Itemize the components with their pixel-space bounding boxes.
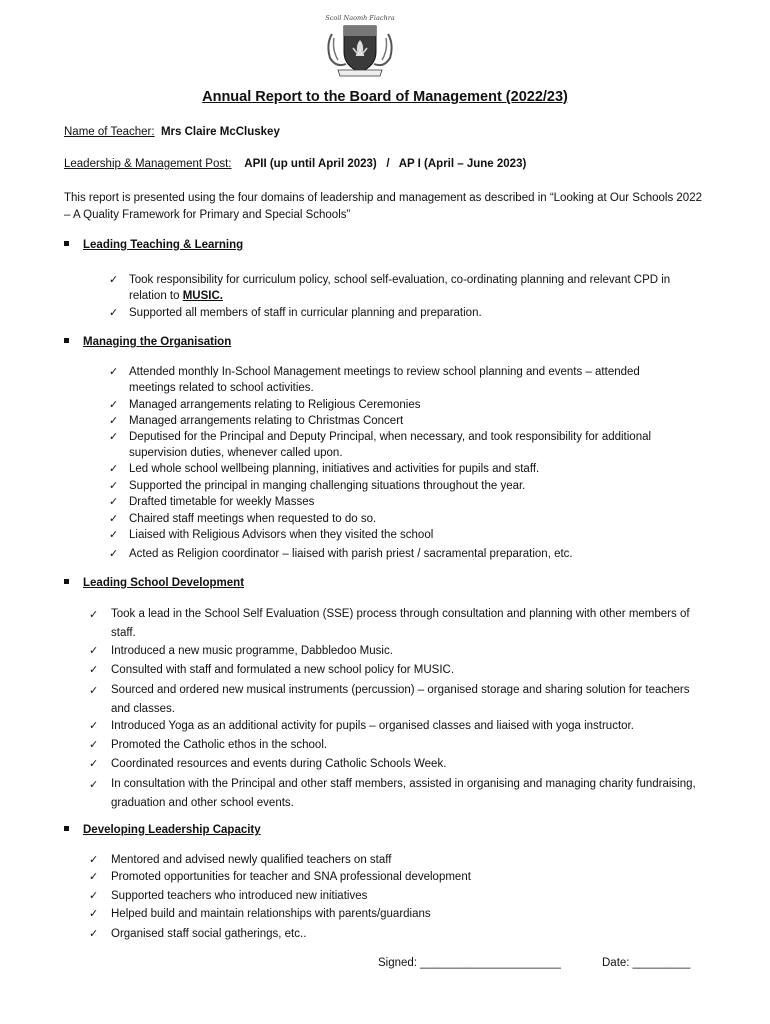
page-title: Annual Report to the Board of Management (2022/23) [202,89,568,105]
bullet-square-icon [64,241,69,246]
list-item: ✓ Mentored and advised newly qualified teachers on staff [89,853,392,866]
checkmark-icon: ✓ [109,365,119,378]
list-item: ✓ Took responsibility for curriculum policy, school self-evaluation, co-ordinating planning and relevant CPD in relation to MUSIC. [109,273,671,302]
list-item: ✓ Supported the principal in manging challenging situations throughout the year. [109,479,526,492]
checkmark-icon: ✓ [109,528,119,541]
checkmark-icon: ✓ [109,273,119,286]
checkmark-icon: ✓ [89,663,99,676]
checkmark-icon: ✓ [109,547,119,560]
bullet-square-icon [64,826,69,831]
list-item: ✓ Organised staff social gatherings, etc.. [89,927,307,940]
bullet-square-icon [64,579,69,584]
checkmark-icon: ✓ [109,512,119,525]
intro-paragraph: This report is presented using the four domains of leadership and management as described in “Looking at Our Schools 2022 – A Quality Framework for Primary and Special Schools” [64,192,702,221]
checkmark-icon: ✓ [89,644,99,657]
list-item: ✓ Coordinated resources and events during Catholic Schools Week. [89,757,447,770]
checkmark-icon: ✓ [89,738,99,751]
checkmark-icon: ✓ [89,757,99,770]
list-item: ✓ Managed arrangements relating to Christmas Concert [109,414,404,427]
checkmark-icon: ✓ [109,430,119,443]
list-item: ✓ Helped build and maintain relationships with parents/guardians [89,907,431,920]
bullet-square-icon [64,338,69,343]
list-item: ✓ Introduced a new music programme, Dabbledoo Music. [89,644,393,657]
list-item: ✓ Acted as Religion coordinator – liaised with parish priest / sacramental preparation, etc. [109,547,573,560]
teacher-line [64,126,280,138]
date-line: Date: _________ [602,957,691,969]
checkmark-icon: ✓ [89,889,99,902]
checkmark-icon: ✓ [89,778,99,791]
signed-line: Signed: ______________________ [378,957,561,969]
checkmark-icon: ✓ [89,870,99,883]
checkmark-icon: ✓ [89,853,99,866]
school-crest-logo [322,14,398,80]
list-item: ✓ Promoted opportunities for teacher and SNA professional development [89,870,471,883]
post-value: APII (up until April 2023) / AP I (April – June 2023) [244,158,527,170]
checkmark-icon: ✓ [89,927,99,940]
list-item: ✓ Sourced and ordered new musical instruments (percussion) – organised storage and sharing solution for teachers and classes. [111,681,711,719]
checkmark-icon: ✓ [89,684,99,697]
list-item: ✓ Attended monthly In-School Management meetings to review school planning and events – attended meetings related to school activities. [109,365,640,394]
checkmark-icon: ✓ [109,462,119,475]
list-item: ✓ Led whole school wellbeing planning, initiatives and activities for pupils and staff. [109,462,540,475]
checkmark-icon: ✓ [109,495,119,508]
list-item: ✓ Deputised for the Principal and Deputy Principal, when necessary, and took responsibility for additional supervision duties, whenever called upon. [109,430,652,459]
section-heading: Developing Leadership Capacity [64,824,261,836]
list-item: ✓ In consultation with the Principal and other staff members, assisted in organising and managing charity fundraising, graduation and other school events. [111,775,711,813]
list-item: ✓ Liaised with Religious Advisors when they visited the school [109,528,434,541]
list-item: ✓ Consulted with staff and formulated a new school policy for MUSIC. [89,663,455,676]
section-heading: Leading Teaching & Learning [64,239,243,251]
checkmark-icon: ✓ [109,398,119,411]
teacher-name: Mrs Claire McCluskey [160,126,280,138]
checkmark-icon: ✓ [109,414,119,427]
crest-motto: Scoil Naomh Fiachra [325,14,395,22]
list-item: ✓ Supported teachers who introduced new initiatives [89,889,368,902]
list-item: ✓ Supported all members of staff in curricular planning and preparation. [109,306,482,319]
checkmark-icon: ✓ [89,608,99,621]
checkmark-icon: ✓ [89,719,99,732]
section-heading: Managing the Organisation [64,336,231,348]
list-item: ✓ Managed arrangements relating to Religious Ceremonies [109,398,421,411]
list-item: ✓ Chaired staff meetings when requested to do so. [109,512,377,525]
checkmark-icon: ✓ [109,306,119,319]
list-item: ✓ Introduced Yoga as an additional activity for pupils – organised classes and liaised with yoga instructor. [89,719,634,732]
checkmark-icon: ✓ [89,907,99,920]
checkmark-icon: ✓ [109,479,119,492]
teacher-label: Name of Teacher: [64,126,155,138]
list-item: ✓ Promoted the Catholic ethos in the school. [89,738,328,751]
list-item: ✓ Took a lead in the School Self Evaluation (SSE) process through consultation and planning with other members of staff. [111,605,711,643]
post-line [64,158,526,170]
post-label: Leadership & Management Post: [64,158,232,170]
list-item: ✓ Drafted timetable for weekly Masses [109,495,315,508]
section-heading: Leading School Development [64,577,244,589]
